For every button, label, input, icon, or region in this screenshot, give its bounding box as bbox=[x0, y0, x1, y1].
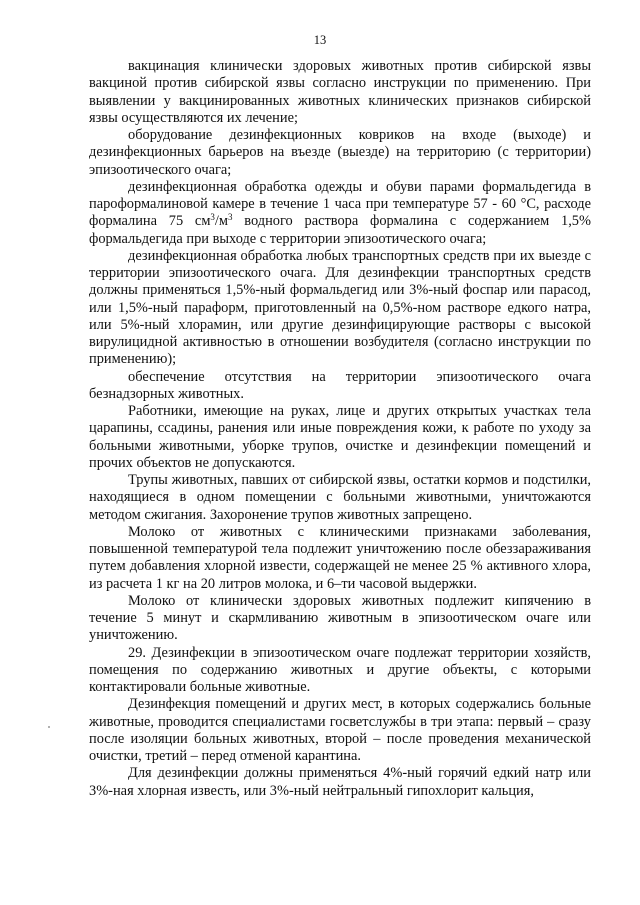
paragraph-workers: Работники, имеющие на руках, лице и других открытых участках тела царапины, ссадины, ранения или иные повреждения кожи, к работе по уходу за больными животными, уборке трупов, очистке и дезинфекции помещений и прочих объектов не допускаются. bbox=[89, 403, 591, 471]
margin-mark bbox=[48, 726, 50, 728]
superscript-cubic: 3 bbox=[228, 212, 233, 223]
paragraph-vaccination: вакцинация клинически здоровых животных против сибирской язвы вакциной против сибирской язвы согласно инструкции по применению. При выявлении у вакцинированных животных клинических признаков сибирской язвы осуществляются их лечение; bbox=[89, 58, 591, 126]
paragraph-clothing-text-after: водного раствора формалина с содержанием 1,5% формальдегида при выходе с территории эпизоотического очага; bbox=[89, 213, 591, 247]
paragraph-disinfection-stages: Дезинфекция помещений и других мест, в которых содержались больные животные, проводится специалистами госветслужбы в три этапа: первый – сразу после изоляции больных животных, второй – после проведения механической очистки, третий – перед отменой карантина. bbox=[89, 696, 591, 764]
page-number: 13 bbox=[313, 33, 327, 47]
paragraph-milk-sick: Молоко от животных с клиническими признаками заболевания, повышенной температурой тела подлежит уничтожению после обеззараживания путем добавления хлорной извести, содержащей не менее 25 % активного хлора, из расчета 1 кг на 20 литров молока, и 6–ти часовой выдержки. bbox=[89, 523, 591, 592]
paragraph-disinfection-mats: оборудование дезинфекционных ковриков на входе (выходе) и дезинфекционных барьеров на въезде (выезде) на территорию (с территории) эпизоотического очага; bbox=[89, 127, 591, 178]
paragraph-clothing-text-before: дезинфекционная обработка одежды и обуви парами формальдегида в пароформалиновой камере в течение 1 часа при температуре 57 - 60 °С, расходе формалина 75 см bbox=[89, 178, 591, 230]
paragraph-stray-animals: обеспечение отсутствия на территории эпизоотического очага безнадзорных животных. bbox=[89, 368, 591, 402]
paragraph-vehicle-treatment: дезинфекционная обработка любых транспортных средств при их выезде с территории эпизоотического очага. Для дезинфекции транспортных средств должны применяться 1,5%-ный формальдегид или 3%-ный фоспар или парасод, или 1,5%-ный параформ, приготовленный на 0,5%-ном растворе едкого натра, или 5%-ный хлорамин, или другие дезинфицирующие растворы с высокой вирулицидной активностью в отношении возбудителя (согласно инструкции по применению); bbox=[89, 247, 591, 368]
paragraph-disinfectants: Для дезинфекции должны применяться 4%-ный горячий едкий натр или 3%-ная хлорная известь, или 3%-ный нейтральный гипохлорит кальция, bbox=[89, 765, 591, 799]
paragraph-item-29: 29. Дезинфекции в эпизоотическом очаге подлежат территории хозяйств, помещения по содержанию животных и другие объекты, с которыми контактировали больные животные. bbox=[89, 644, 591, 695]
paragraph-clothing-text-middle: /м bbox=[214, 213, 229, 230]
paragraph-clothing-treatment bbox=[89, 179, 591, 248]
paragraph-carcasses: Трупы животных, павших от сибирской язвы, остатки кормов и подстилки, находящиеся в одном помещении с больными животными, уничтожаются методом сжигания. Захоронение трупов животных запрещено. bbox=[89, 472, 591, 523]
document-body bbox=[89, 58, 591, 800]
superscript-cubic: 3 bbox=[210, 212, 215, 223]
paragraph-milk-healthy: Молоко от клинически здоровых животных подлежит кипячению в течение 5 минут и скармливанию животным в эпизоотическом очаге или уничтожению. bbox=[89, 592, 591, 644]
